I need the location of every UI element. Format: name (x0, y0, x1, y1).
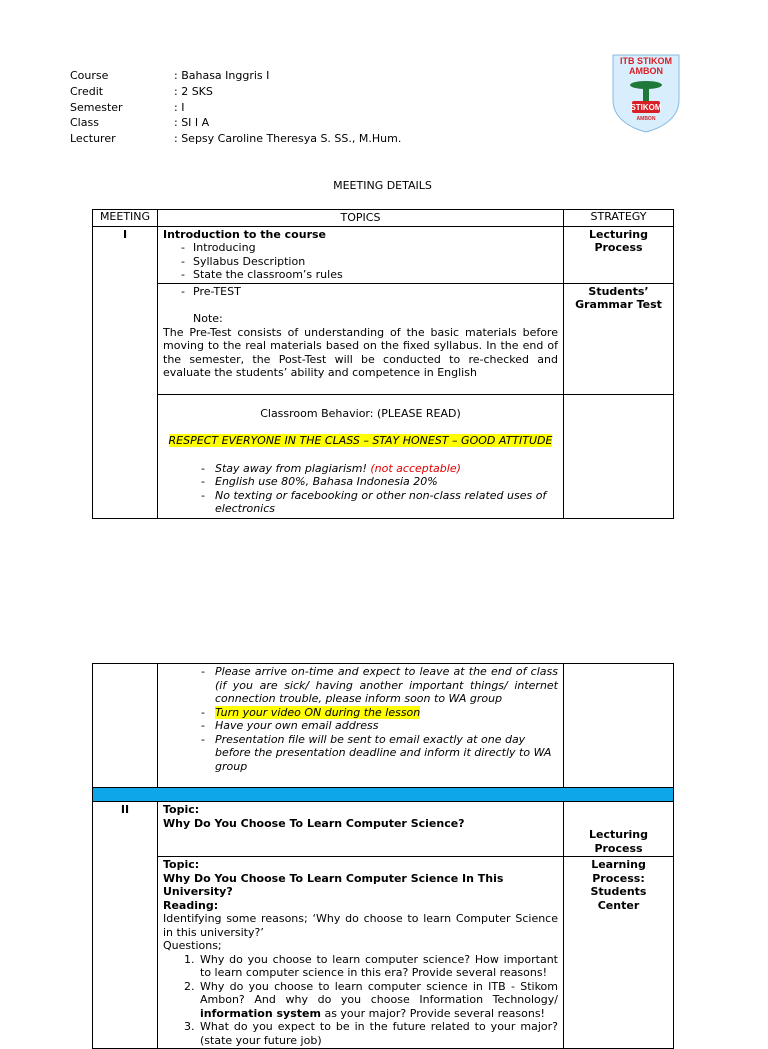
info-label: Lecturer (70, 132, 116, 145)
logo-text-middle: AMBON (629, 66, 663, 76)
behavior-rules-continued (163, 665, 558, 773)
logo-text-bottom: STIKOM (630, 103, 662, 112)
meeting-table-1 (92, 209, 674, 519)
table-header-row (93, 210, 674, 227)
question-emphasis: information system (200, 1006, 321, 1020)
pretest-list (163, 285, 558, 299)
question-text: as your major? Provide several reasons! (324, 1006, 545, 1020)
page-title: MEETING DETAILS (333, 179, 432, 192)
topic2-cell (158, 857, 564, 1049)
section-divider (93, 788, 674, 802)
divider-row (93, 788, 674, 802)
info-label: Credit (70, 85, 104, 98)
meeting-number: II (93, 802, 158, 1049)
list-item: - Pre-TEST (163, 285, 558, 299)
note-label: Note: (193, 312, 223, 325)
questions-list (163, 953, 558, 1048)
list-item (163, 706, 558, 720)
info-value: : SI I A (174, 116, 210, 129)
behavior-rules (163, 462, 558, 516)
list-item: - Presentation file will be sent to email exactly at one day before the presentation deadline and inform it directly to WA group (163, 733, 558, 774)
reading-text: Identifying some reasons; ‘Why do choose to learn Computer Science in this university?’ (163, 912, 558, 939)
behavior-cell (158, 394, 564, 518)
note-text: The Pre-Test consists of understanding of the basic materials before moving to the real materials based on the fixed syllabus. In the end of the semester, the Post-Test will be conducted to re-checked and evaluate the students’ ability and competence in English (163, 325, 558, 379)
list-item: - Have your own email address (163, 719, 558, 733)
logo-text-sub: AMBON (636, 116, 656, 122)
logo-text-top: ITB STIKOM (620, 56, 672, 66)
empty-cell (564, 664, 674, 788)
table-row (93, 394, 674, 518)
info-row-class (70, 116, 209, 130)
info-value: : Sepsy Caroline Theresya S. SS., M.Hum. (174, 132, 402, 145)
pretest-strategy (564, 283, 674, 394)
header-meeting: MEETING (93, 210, 158, 227)
topic1-strategy: Lecturing Process (564, 802, 674, 857)
topic2-strategy (564, 857, 674, 1049)
intro-strategy: Lecturing Process (564, 226, 674, 283)
list-item: - Syllabus Description (163, 255, 558, 269)
list-item: - Introducing (163, 241, 558, 255)
header-topics: TOPICS (158, 210, 564, 227)
info-row-credit (70, 85, 213, 99)
topic1-cell (158, 802, 564, 857)
rule-warning: (not acceptable) (370, 461, 461, 475)
intro-list (163, 241, 558, 282)
question-item (198, 980, 558, 1021)
info-label: Class (70, 116, 99, 129)
info-label: Semester (70, 101, 123, 114)
info-value: : Bahasa Inggris I (174, 69, 270, 82)
question-text: Why do you choose to learn computer science in ITB - Stikom Ambon? And why do you choose Information Technology/ (200, 979, 558, 1006)
question-item: 3. What do you expect to be in the future related to your major? (state your future job) (198, 1020, 558, 1047)
pretest-strategy-line: Students’ (588, 284, 649, 298)
table-row (93, 283, 674, 394)
table-row (93, 664, 674, 788)
pretest-strategy-line: Grammar Test (575, 298, 662, 311)
topic2-strategy-line: Center (597, 898, 640, 912)
info-label: Course (70, 69, 109, 82)
header-strategy: STRATEGY (564, 210, 674, 227)
list-item: - English use 80%, Bahasa Indonesia 20% (163, 475, 558, 489)
topic1-title: Why Do You Choose To Learn Computer Science? (163, 816, 465, 830)
info-row-lecturer (70, 132, 401, 146)
question-item: 1. Why do you choose to learn computer science? How important to learn computer science in this era? Provide several reasons! (198, 953, 558, 980)
behavior-title: Classroom Behavior: (PLEASE READ) (260, 406, 461, 420)
topic2-strategy-line: Learning Process: (591, 858, 646, 885)
table-row (93, 857, 674, 1049)
info-row-semester (70, 101, 184, 115)
intro-title: Introduction to the course (163, 227, 327, 241)
reading-label: Reading: (163, 898, 219, 912)
list-item: - No texting or facebooking or other non-class related uses of electronics (163, 489, 558, 516)
list-item: - State the classroom’s rules (163, 268, 558, 282)
meeting-number: I (93, 226, 158, 518)
topic2-label: Topic: (163, 858, 200, 871)
list-item: - Please arrive on-time and expect to leave at the end of class (if you are sick/ having another important things/ internet connection trouble, please inform soon to WA group (163, 665, 558, 706)
table-row (93, 802, 674, 857)
table-row (93, 226, 674, 283)
questions-label: Questions; (163, 939, 222, 952)
rule-text: Stay away from plagiarism! (215, 461, 367, 475)
topic1-label: Topic: (163, 803, 200, 816)
rules-cell (158, 664, 564, 788)
behavior-banner: RESPECT EVERYONE IN THE CLASS – STAY HONEST – GOOD ATTITUDE (168, 434, 553, 447)
empty-cell (93, 664, 158, 788)
info-row-course (70, 69, 269, 83)
info-value: : I (174, 101, 185, 114)
meeting-table-2 (92, 663, 674, 1049)
topic2-strategy-line: Students (590, 885, 647, 898)
topic2-title: Why Do You Choose To Learn Computer Science In This University? (163, 871, 504, 898)
rule-highlight: Turn your video ON during the lesson (215, 705, 421, 719)
behavior-strategy (564, 394, 674, 518)
list-item (163, 462, 558, 476)
intro-cell (158, 226, 564, 283)
pretest-cell (158, 283, 564, 394)
institution-logo (610, 52, 682, 134)
info-value: : 2 SKS (174, 85, 213, 98)
